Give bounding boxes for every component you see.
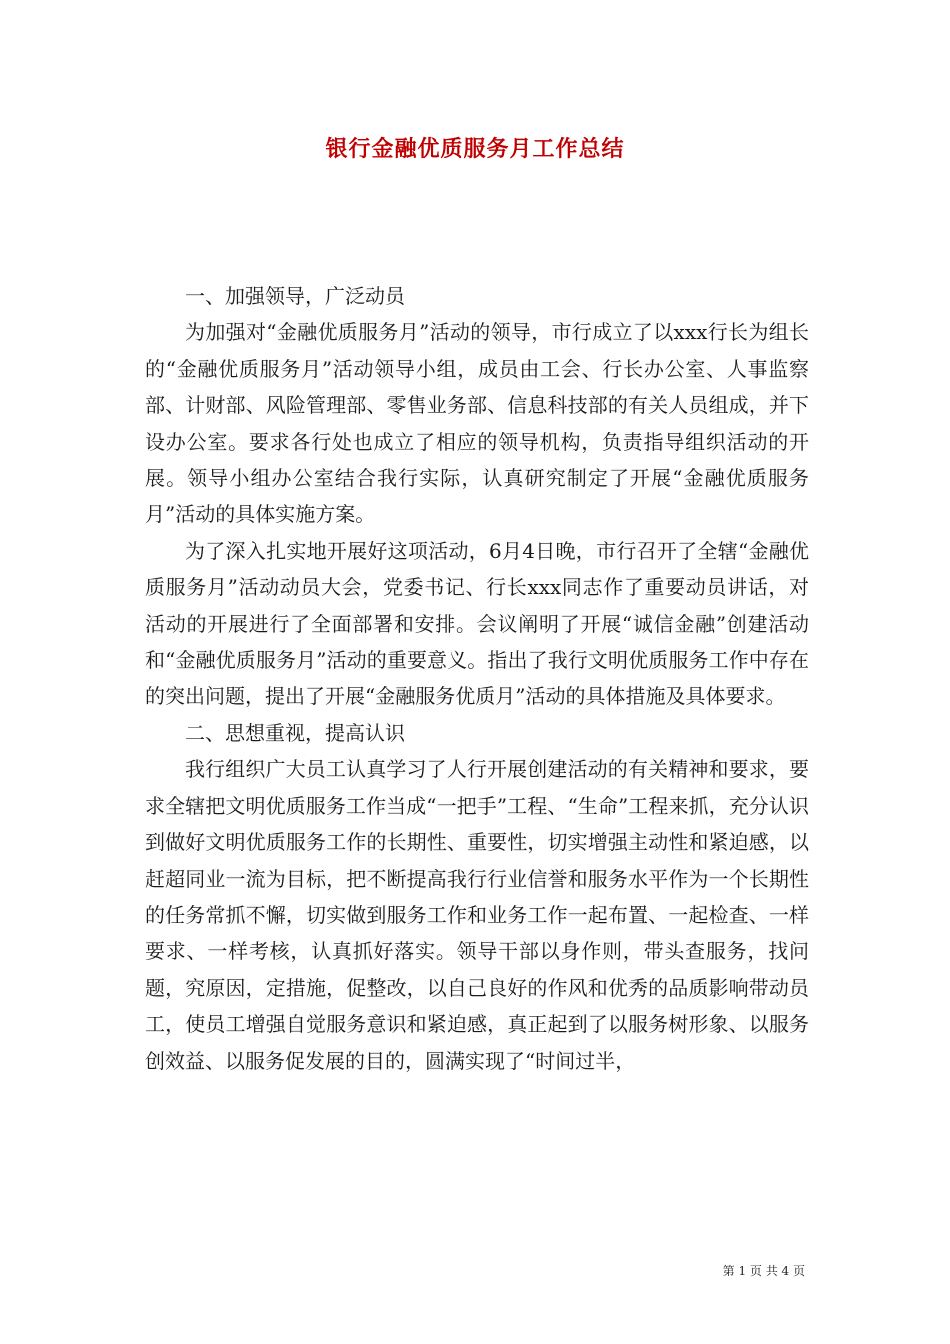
paragraph-1: 为加强对“金融优质服务月”活动的领导，市行成立了以xxx行长为组长的“金融优质服务月”活动领导小组，成员由工会、行长办公室、人事监察部、计财部、风险管理部、零售业务部、信息科技部的有关人员组成，并下设办公室。要求各行处也成立了相应的领导机构，负责指导组织活动的开展。领导小组办公室结合我行实际，认真研究制定了开展“金融优质服务月”活动的具体实施方案。 (145, 320, 809, 527)
document-title: 银行金融优质服务月工作总结 (325, 137, 625, 162)
paragraph-3: 我行组织广大员工认真学习了人行开展创建活动的有关精神和要求，要求全辖把文明优质服务工作当成“一把手”工程、“生命”工程来抓，充分认识到做好文明优质服务工作的长期性、重要性，切实增强主动性和紧迫感，以赶超同业一流为目标，把不断提高我行行业信誉和服务水平作为一个长期性的任务常抓不懈，切实做到服务工作和业务工作一起布置、一起检查、一样要求、一样考核，认真抓好落实。领导干部以身作则，带头查服务，找问题，究原因，定措施，促整改，以自己良好的作风和优秀的品质影响带动员工，使员工增强自觉服务意识和紧迫感，真正起到了以服务树形象、以服务创效益、以服务促发展的目的，圆满实现了“时间过半， (145, 757, 809, 1073)
document-body (145, 278, 809, 1079)
paragraph-2: 为了深入扎实地开展好这项活动，6月4日晚，市行召开了全辖“金融优质服务月”活动动员大会，党委书记、行长xxx同志作了重要动员讲话，对活动的开展进行了全面部署和安排。会议阐明了开展“诚信金融”创建活动和“金融优质服务月”活动的重要意义。指出了我行文明优质服务工作中存在的突出问题，提出了开展“金融服务优质月”活动的具体措施及具体要求。 (145, 538, 809, 709)
section-heading-2: 二、思想重视，提高认识 (185, 720, 405, 745)
page-number: 第 1 页 共 4 页 (722, 1264, 805, 1278)
section-heading-1: 一、加强领导，广泛动员 (185, 284, 405, 308)
